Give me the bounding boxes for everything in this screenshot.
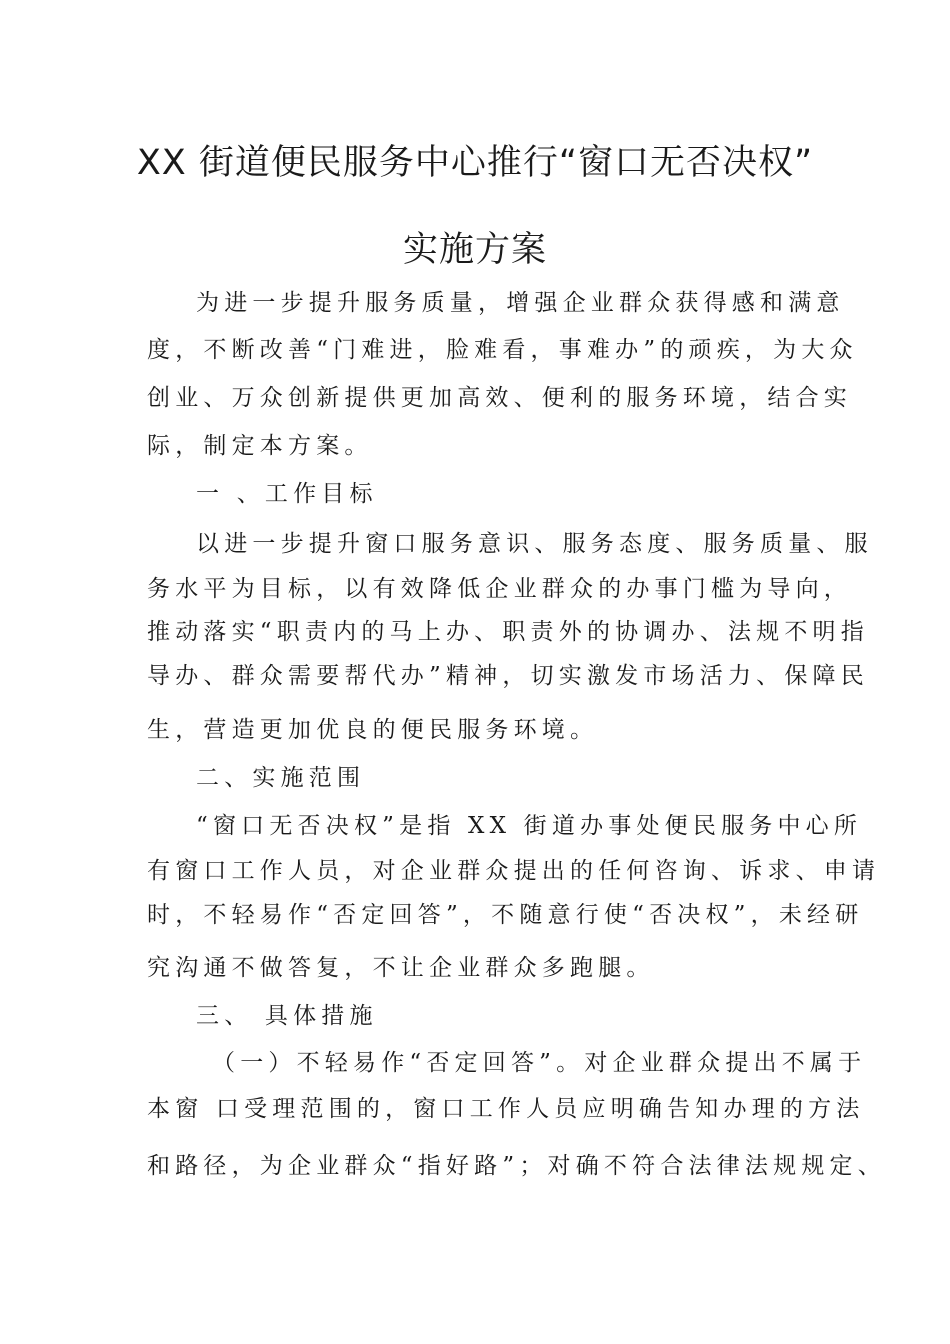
paragraph-measure-line-3: 和路径，为企业群众“指好路”；对确不符合法律法规规定、 [147,1153,886,1179]
section-heading-2: 二、实施范围 [196,765,366,791]
document-title-line-1: XX 街道便民服务中心推行“窗口无否决权” [136,143,814,183]
paragraph-intro-line-3: 创业、万众创新提供更加高效、便利的服务环境，结合实 [147,385,852,411]
paragraph-goal-line-1: 以进一步提升窗口服务意识、服务态度、服务质量、服 [196,531,873,557]
paragraph-goal-line-2: 务水平为目标，以有效降低企业群众的办事门槛为导向， [147,576,852,602]
paragraph-scope-line-1: “窗口无否决权”是指 XX 街道办事处便民服务中心所 [196,813,863,839]
paragraph-goal-line-5: 生，营造更加优良的便民服务环境。 [147,717,599,743]
paragraph-goal-line-4: 导办、群众需要帮代办”精神，切实激发市场活力、保障民 [147,663,869,689]
paragraph-intro-line-2: 度，不断改善“门难进，脸难看，事难办”的顽疾，为大众 [147,337,858,363]
paragraph-measure-line-2: 本窗 口受理范围的，窗口工作人员应明确告知办理的方法 [147,1096,865,1122]
section-heading-1: 一 、工作目标 [196,481,378,507]
paragraph-scope-line-4: 究沟通不做答复，不让企业群众多跑腿。 [147,955,655,981]
document-title-line-2: 实施方案 [402,230,547,270]
paragraph-intro-line-4: 际，制定本方案。 [147,433,373,459]
paragraph-measure-line-1: （一）不轻易作“否定回答”。对企业群众提出不属于 [212,1050,867,1076]
paragraph-intro-line-1: 为进一步提升服务质量，增强企业群众获得感和满意 [196,290,845,316]
paragraph-scope-line-3: 时，不轻易作“否定回答”，不随意行使“否决权”，未经研 [147,902,864,928]
paragraph-scope-line-2: 有窗口工作人员，对企业群众提出的任何咨询、诉求、申请 [147,858,881,884]
section-heading-3: 三、 具体措施 [196,1003,378,1029]
paragraph-goal-line-3: 推动落实“职责内的马上办、职责外的协调办、法规不明指 [147,619,869,645]
